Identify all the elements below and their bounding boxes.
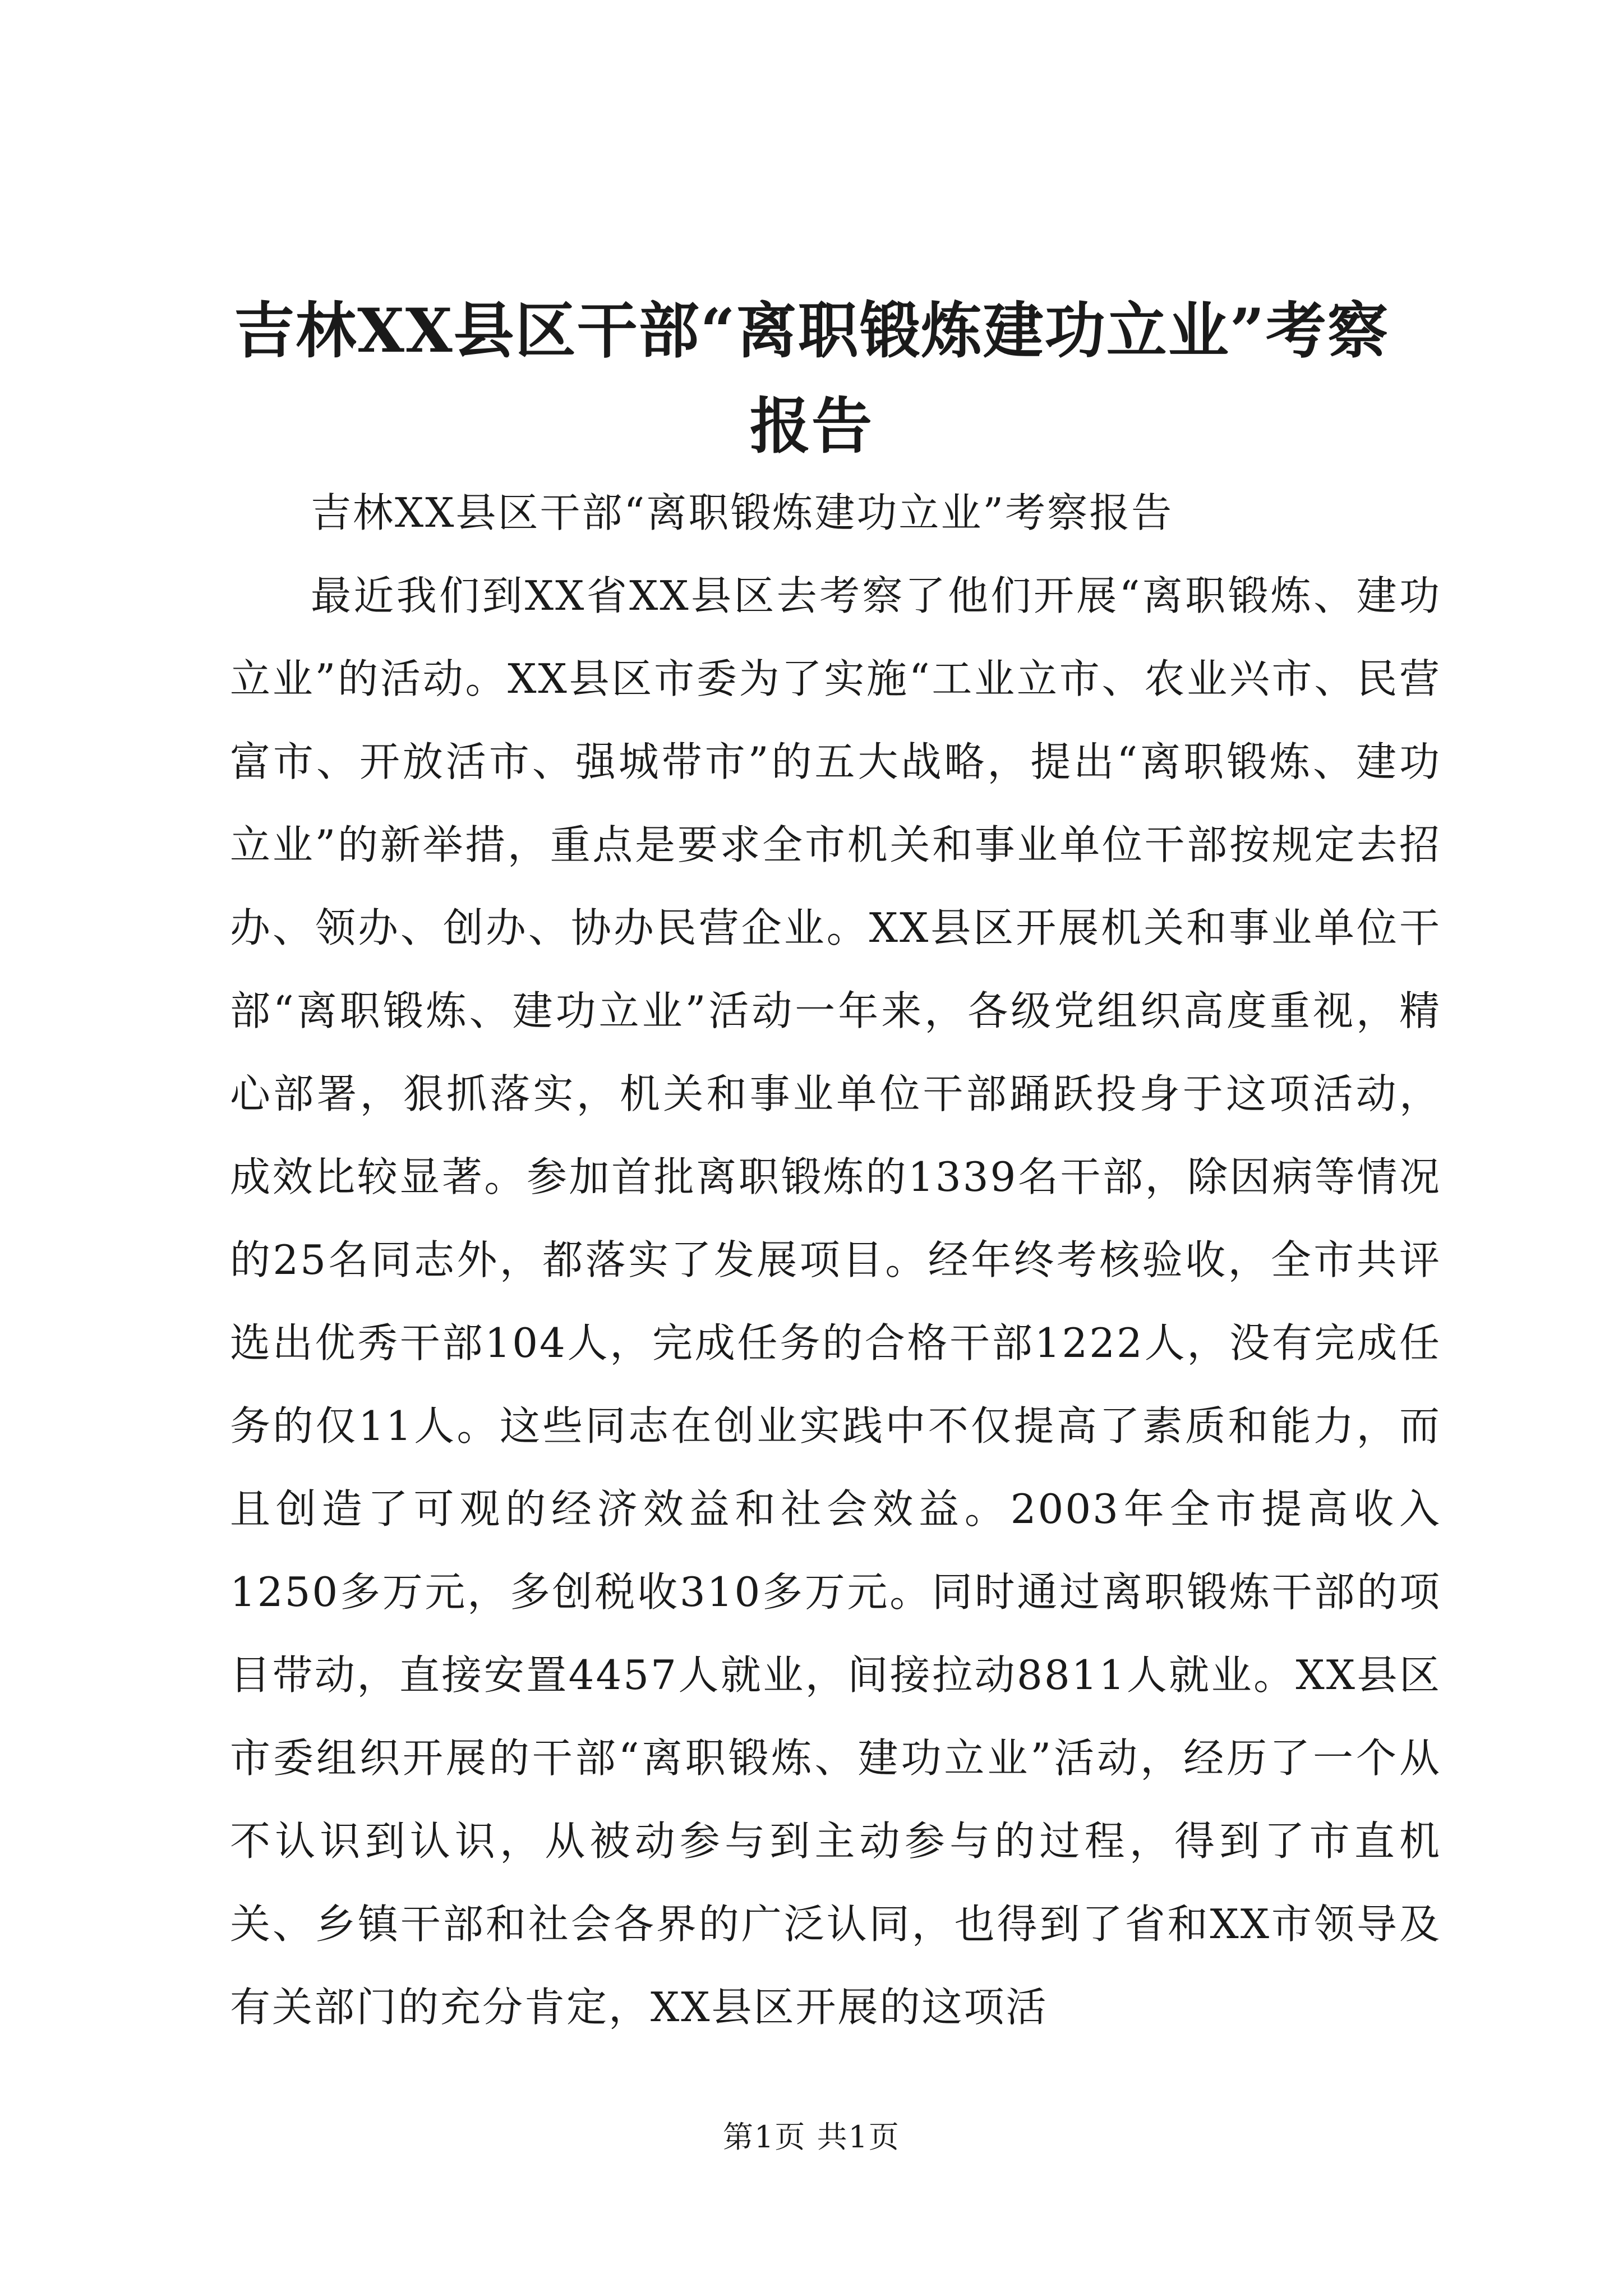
document-body <box>230 471 1441 2049</box>
document-title: 吉林XX县区干部“离职锻炼建功立业”考察报告 <box>234 296 1389 462</box>
paragraph-main: 最近我们到XX省XX县区去考察了他们开展“离职锻炼、建功立业”的活动。XX县区市委为了实施“工业立市、农业兴市、民营富市、开放活市、强城带市”的五大战略，提出“离职锻炼、建功立业”的新举措，重点是要求全市机关和事业单位干部按规定去招办、领办、创办、协办民营企业。XX县区开展机关和事业单位干部“离职锻炼、建功立业”活动一年来，各级党组织高度重视，精心部署，狠抓落实，机关和事业单位干部踊跃投身于这项活动，成效比较显著。参加首批离职锻炼的1339名干部，除因病等情况的25名同志外，都落实了发展项目。经年终考核验收，全市共评选出优秀干部104人，完成任务的合格干部1222人，没有完成任务的仅11人。这些同志在创业实践中不仅提高了素质和能力，而且创造了可观的经济效益和社会效益。2003年全市提高收入1250多万元，多创税收310多万元。同时通过离职锻炼干部的项目带动，直接安置4457人就业，间接拉动8811人就业。XX县区市委组织开展的干部“离职锻炼、建功立业”活动，经历了一个从不认识到认识，从被动参与到主动参与的过程，得到了市直机关、乡镇干部和社会各界的广泛认同，也得到了省和XX市领导及有关部门的充分肯定，XX县区开展的这项活 <box>230 572 1441 2031</box>
page-footer: 第1页 共1页 <box>723 2119 900 2155</box>
paragraph-subtitle: 吉林XX县区干部“离职锻炼建功立业”考察报告 <box>311 489 1174 536</box>
